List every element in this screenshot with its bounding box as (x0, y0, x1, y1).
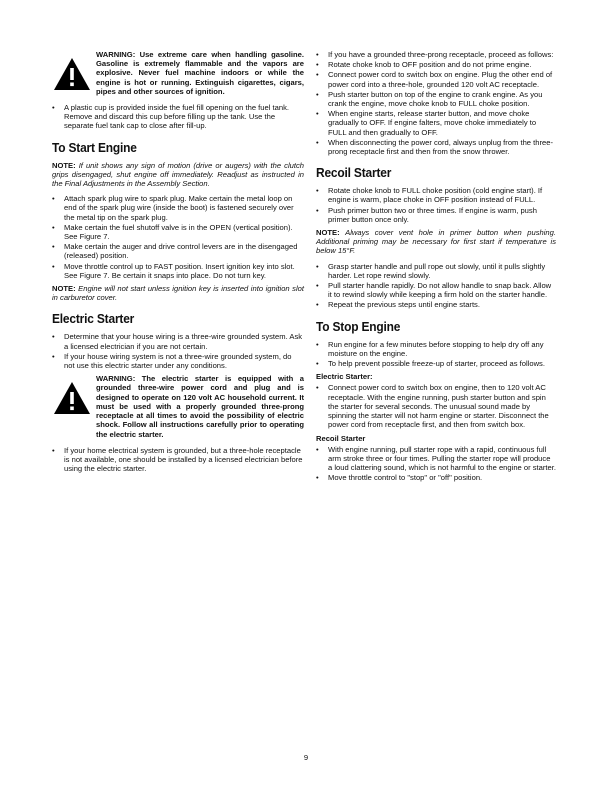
list-item: • Push primer button two or three times. If engine is warm, push primer button once only. (316, 206, 556, 224)
warning-gasoline (52, 50, 304, 96)
bullet-list-receptacle (316, 50, 556, 156)
note-primer (316, 228, 556, 256)
heading-to-start-engine: To Start Engine (52, 139, 137, 155)
heading-electric-starter: Electric Starter (52, 311, 135, 327)
list-item: • Run engine for a few minutes before stopping to help dry off any moisture on the engine. (316, 340, 556, 358)
warning-text: WARNING: The electric starter is equipped with a grounded three-wire power cord and plug and is designed to operate on 120 volt AC household current. It must be used with a properly grounded three-prong receptacle at all times to avoid the possibility of electric shock. Follow all instructions carefully prior to operating the electric starter. (96, 374, 304, 439)
note-ignition-key (52, 284, 304, 302)
bullet-list-stop-electric (316, 383, 556, 429)
list-item: • Connect power cord to switch box on engine. Plug the other end of power cord into a three-hole, grounded 120 volt AC receptacle. (316, 70, 556, 88)
bullet-list-stop-recoil (316, 445, 556, 483)
list-item: • Make certain the fuel shutoff valve is in the OPEN (vertical position). See Figure 7. (52, 223, 304, 241)
list-item: • With engine running, pull starter rope with a rapid, continuous full arm stroke three or four times. Pulling the starter rope will produce a loud clattering sound, which is not harmful to the engine or starter. (316, 445, 556, 473)
right-column (316, 50, 556, 487)
subheading-electric-starter: Electric Starter: (316, 372, 373, 382)
list-item: • Move throttle control to "stop" or "off" position. (316, 473, 556, 482)
subheading-recoil-starter: Recoil Starter (316, 433, 366, 443)
note-motion (52, 161, 304, 189)
list-item: • Push starter button on top of the engine to crank engine. As you crank the engine, move choke knob to FULL choke position. (316, 90, 556, 108)
note-text: If unit shows any sign of motion (drive or augers) with the clutch grips disengaged, shut engine off immediately. Readjust as instructed in the Final Adjustments in the Assembly Section. (52, 160, 304, 189)
heading-to-stop-engine: To Stop Engine (316, 318, 401, 334)
bullet-list-fuel (52, 103, 304, 131)
heading-recoil-starter: Recoil Starter (316, 165, 392, 181)
list-item: • To help prevent possible freeze-up of starter, proceed as follows. (316, 359, 556, 368)
note-text: Always cover vent hole in primer button when pushing. Additional priming may be necessary for first start if temperature is below 15°F. (316, 228, 556, 256)
list-item: • Move throttle control up to FAST position. Insert ignition key into slot. See Figure 7. Be certain it snaps into place. Do not turn key. (52, 262, 304, 280)
list-item: • When engine starts, release starter button, and move choke gradually to OFF. If engine falters, move choke immediately to FULL and then gradually to OFF. (316, 109, 556, 137)
list-item: • Pull starter handle rapidly. Do not allow handle to snap back. Allow it to rewind slowly while keeping a firm hold on the starter handle. (316, 281, 556, 299)
warning-triangle-icon (52, 55, 92, 93)
warning-electric (52, 374, 304, 438)
note-label: NOTE: (316, 228, 340, 238)
bullet-list-electric (52, 332, 304, 370)
bullet-list-start (52, 194, 304, 280)
list-item: • Grasp starter handle and pull rope out slowly, until it pulls slightly harder. Let rope rewind slowly. (316, 262, 556, 280)
warning-triangle-icon (52, 379, 92, 417)
note-label: NOTE: (52, 160, 76, 170)
list-item: • Rotate choke knob to OFF position and do not prime engine. (316, 60, 556, 69)
page-number: 9 (303, 753, 309, 762)
list-item: • A plastic cup is provided inside the fuel fill opening on the fuel tank. Remove and discard this cup before filling up the tank. Use the separate fuel tank cap to close after fill-up. (52, 103, 304, 131)
list-item: • Rotate choke knob to FULL choke position (cold engine start). If engine is warm, place choke in OFF position instead of FULL. (316, 186, 556, 204)
list-item: • Attach spark plug wire to spark plug. Make certain the metal loop on end of the spark plug wire (inside the boot) is fastened securely over the metal tip on the spark plug. (52, 194, 304, 222)
list-item: • If you have a grounded three-prong receptacle, proceed as follows: (316, 50, 556, 59)
bullet-list-stop (316, 340, 556, 369)
bullet-list-grounding (52, 446, 304, 474)
list-item: • When disconnecting the power cord, always unplug from the three-prong receptacle first and then from the snow thrower. (316, 138, 556, 156)
list-item: • If your house wiring system is not a three-wire grounded system, do not use this electric starter under any conditions. (52, 352, 304, 370)
note-label: NOTE: (52, 284, 76, 294)
list-item: • Determine that your house wiring is a three-wire grounded system. Ask a licensed electrician if you are not certain. (52, 332, 304, 350)
list-item: • If your home electrical system is grounded, but a three-hole receptacle is not available, one should be installed by a licensed electrician before using the electric starter. (52, 446, 304, 474)
list-item: • Make certain the auger and drive control levers are in the disengaged (released) position. (52, 242, 304, 260)
note-text: Engine will not start unless ignition key is inserted into ignition slot in carburetor cover. (52, 284, 304, 303)
warning-text: WARNING: Use extreme care when handling gasoline. Gasoline is extremely flammable and the vapors are explosive. Never fuel machine indoors or while the engine is hot or running. Extinguish cigarettes, cigars, pipes and other sources of ignition. (96, 50, 304, 96)
list-item: • Connect power cord to switch box on engine, then to 120 volt AC receptacle. With the engine running, push starter button and spin the starter for several seconds. The unusual sound made by spinning the starter will not harm engine or starter. Disconnect the power cord from receptacle first, and then from switch box. (316, 383, 556, 429)
bullet-list-rope (316, 262, 556, 310)
list-item: • Repeat the previous steps until engine starts. (316, 300, 556, 309)
bullet-list-recoil (316, 186, 556, 224)
left-column (52, 50, 304, 477)
